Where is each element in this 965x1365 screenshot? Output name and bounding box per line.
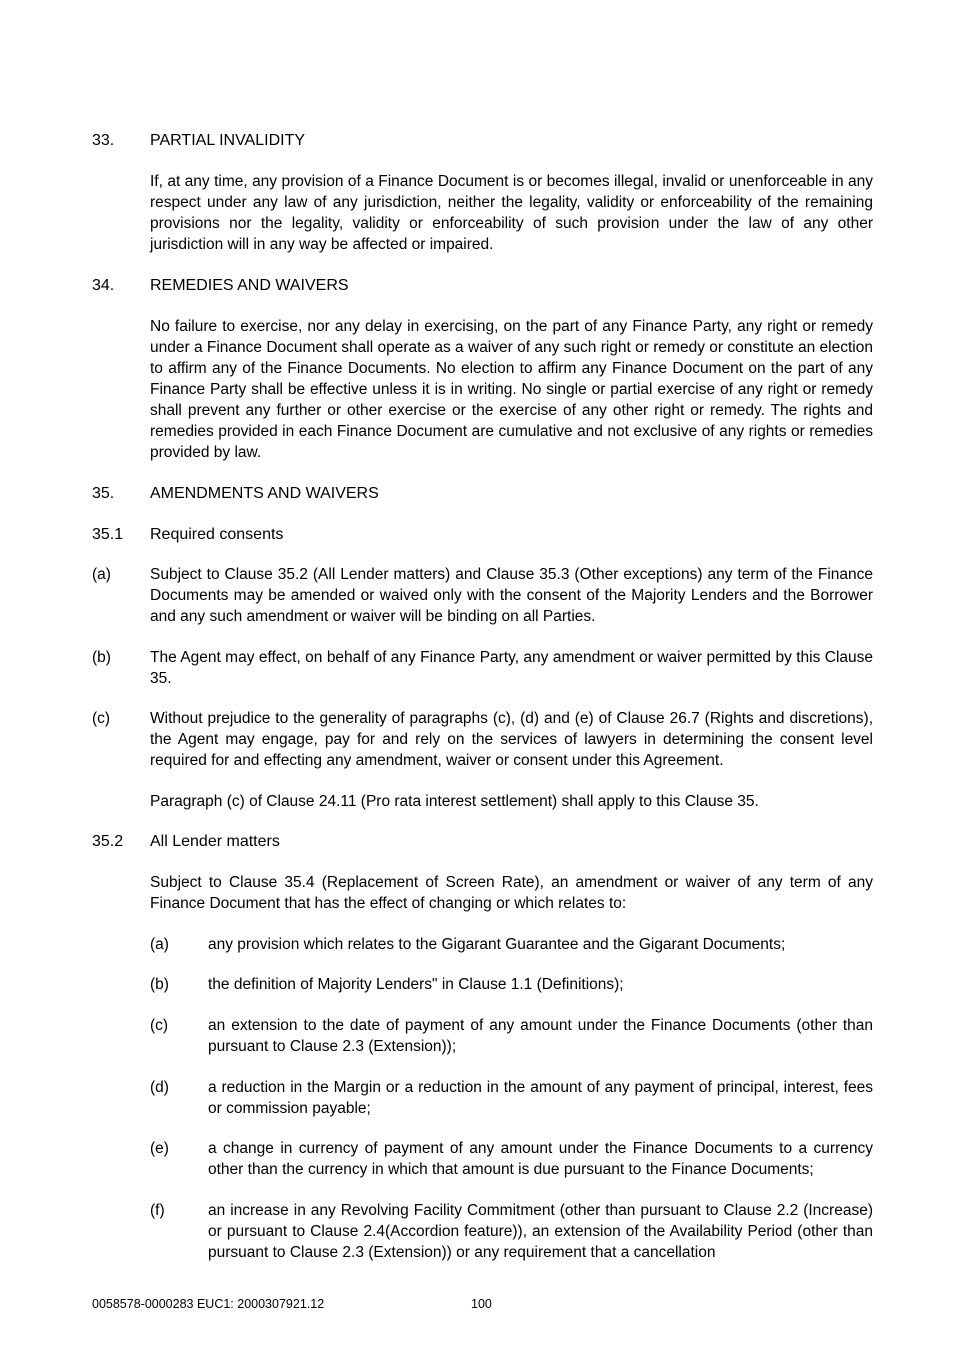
sub-item-label: (c) (150, 1017, 169, 1034)
sub-item-text: any provision which relates to the Gigarant Guarantee and the Gigarant Documents; (208, 936, 786, 953)
subsection-35-2-number: 35.2 (92, 833, 124, 850)
list-item-label: (a) (92, 566, 111, 583)
section-33-number: 33. (92, 132, 115, 149)
sub-item-text: an increase in any Revolving Facility Commitment (other than pursuant to Clause 2.2 (Increase) or pursuant to Clause 2.4(Accordion feature)), an extension of the Availability Period (other than pursuant to Clause 2.3 (Extension)) or any requirement that a cancellation (208, 1202, 873, 1261)
section-34-body: No failure to exercise, nor any delay in exercising, on the part of any Finance Party, any right or remedy under a Finance Document shall operate as a waiver of any such right or remedy or constitute an election to affirm any of the Finance Documents. No election to affirm any Finance Document on the part of any Finance Party shall be effective unless it is in writing. No single or partial exercise of any right or remedy shall prevent any further or other exercise or the exercise of any other right or remedy. The rights and remedies provided in each Finance Document are cumulative and not exclusive of any rights or remedies provided by law. (150, 318, 873, 461)
sub-item-label: (e) (150, 1140, 169, 1157)
list-item-label: (c) (92, 710, 111, 727)
footer-page-number: 100 (471, 1297, 492, 1311)
list-item-text: The Agent may effect, on behalf of any Finance Party, any amendment or waiver permitted by this Clause 35. (150, 649, 873, 687)
list-item-text: Subject to Clause 35.2 (All Lender matters) and Clause 35.3 (Other exceptions) any term of the Finance Documents may be amended or waived only with the consent of the Majority Lenders and the Borrower and any such amendment or waiver will be binding on all Parties. (150, 566, 873, 625)
sub-item-text: an extension to the date of payment of any amount under the Finance Documents (other than pursuant to Clause 2.3 (Extension)); (208, 1017, 873, 1055)
section-35-title: AMENDMENTS AND WAIVERS (150, 485, 379, 502)
section-33-body: If, at any time, any provision of a Finance Document is or becomes illegal, invalid or unenforceable in any respect under any law of any jurisdiction, neither the legality, validity or enforceability of the remaining provisions nor the legality, validity or enforceability of such provision under the law of any other jurisdiction will in any way be affected or impaired. (150, 173, 873, 253)
section-35-number: 35. (92, 485, 115, 502)
subsection-35-1-number: 35.1 (92, 526, 124, 543)
sub-item-text: a reduction in the Margin or a reduction in the amount of any payment of principal, interest, fees or commission payable; (208, 1079, 873, 1117)
subsection-35-1-title: Required consents (150, 526, 284, 543)
footer-document-reference: 0058578-0000283 EUC1: 2000307921.12 (92, 1297, 325, 1311)
subsection-35-1-note: Paragraph (c) of Clause 24.11 (Pro rata interest settlement) shall apply to this Clause 35. (150, 793, 759, 810)
list-item-text: Without prejudice to the generality of paragraphs (c), (d) and (e) of Clause 26.7 (Rights and discretions), the Agent may engage, pay for and rely on the services of lawyers in determining the consent level required for and effecting any amendment, waiver or consent under this Agreement. (150, 710, 873, 769)
sub-item-text: the definition of Majority Lenders" in Clause 1.1 (Definitions); (208, 976, 624, 993)
sub-item-label: (a) (150, 936, 169, 953)
section-34-title: REMEDIES AND WAIVERS (150, 277, 349, 294)
sub-item-label: (b) (150, 976, 169, 993)
subsection-35-2-title: All Lender matters (150, 833, 280, 850)
subsection-35-2-intro: Subject to Clause 35.4 (Replacement of Screen Rate), an amendment or waiver of any term of any Finance Document that has the effect of changing or which relates to: (150, 874, 873, 912)
sub-item-label: (f) (150, 1202, 165, 1219)
section-33-title: PARTIAL INVALIDITY (150, 132, 306, 149)
sub-item-label: (d) (150, 1079, 169, 1096)
sub-item-text: a change in currency of payment of any amount under the Finance Documents to a currency other than the currency in which that amount is due pursuant to the Finance Documents; (208, 1140, 873, 1178)
list-item-label: (b) (92, 649, 111, 666)
section-34-number: 34. (92, 277, 115, 294)
